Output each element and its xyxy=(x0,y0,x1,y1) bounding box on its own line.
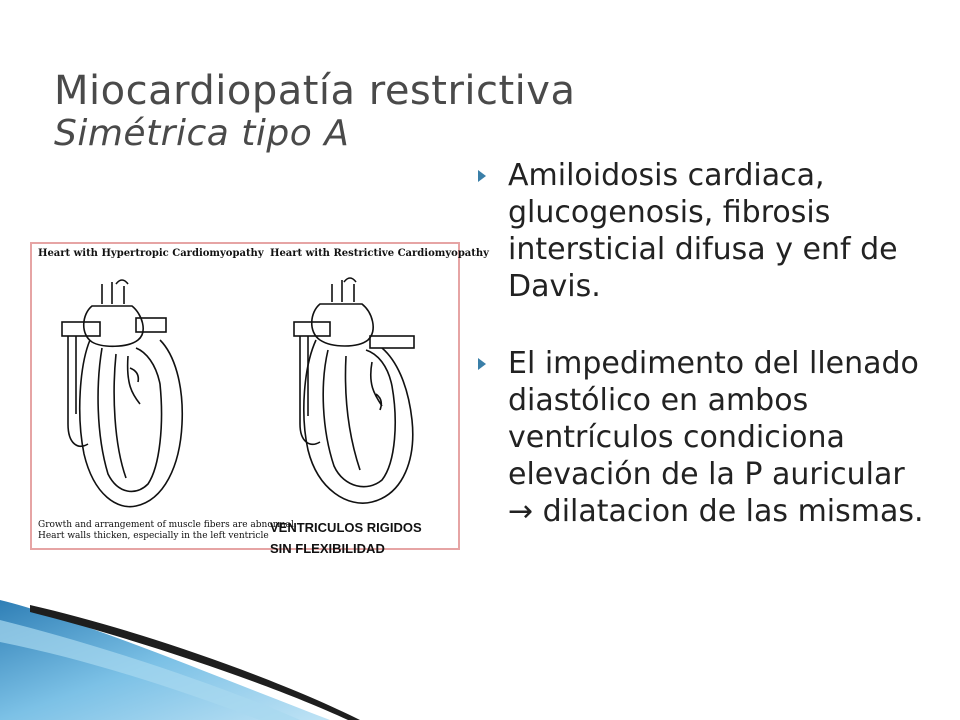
heart-illustration xyxy=(32,244,458,548)
title-subtitle: Simétrica tipo A xyxy=(54,113,350,154)
bullet-list xyxy=(476,157,936,530)
hypertrophic-heart-drawing xyxy=(62,280,182,507)
title-main: Miocardiopatía restrictiva xyxy=(54,68,576,114)
bullet-item-1 xyxy=(476,157,936,305)
note-line-1: VENTRICULOS RIGIDOS xyxy=(270,520,422,535)
figure-label-right: Heart with Restrictive Cardiomyopathy xyxy=(270,248,489,259)
bullet-text: Amiloidosis cardiaca, glucogenosis, fibrosis intersticial difusa y enf de Davis. xyxy=(508,158,898,304)
ventricle-note xyxy=(270,517,422,559)
figure-label-left: Heart with Hypertropic Cardiomyopathy xyxy=(38,248,264,259)
blue-wave-shape xyxy=(0,600,330,720)
bullet-arrow-icon xyxy=(478,170,486,182)
bullet-text: El impedimento del llenado diastólico en ambos ventrículos condiciona elevación de la P auricular → dilatacion de las mismas. xyxy=(508,346,924,529)
figure-caption-line-2: Heart walls thicken, especially in the left ventricle xyxy=(38,531,269,541)
corner-decoration xyxy=(0,560,420,720)
bullet-arrow-icon xyxy=(478,358,486,370)
bullet-item-2 xyxy=(476,345,936,530)
slide-title xyxy=(54,68,694,154)
note-line-2: SIN FLEXIBILIDAD xyxy=(270,541,385,556)
restrictive-heart-drawing xyxy=(294,278,414,503)
figure-caption-line-1: Growth and arrangement of muscle fibers are abnormal. xyxy=(38,520,297,530)
heart-figure xyxy=(30,242,489,550)
